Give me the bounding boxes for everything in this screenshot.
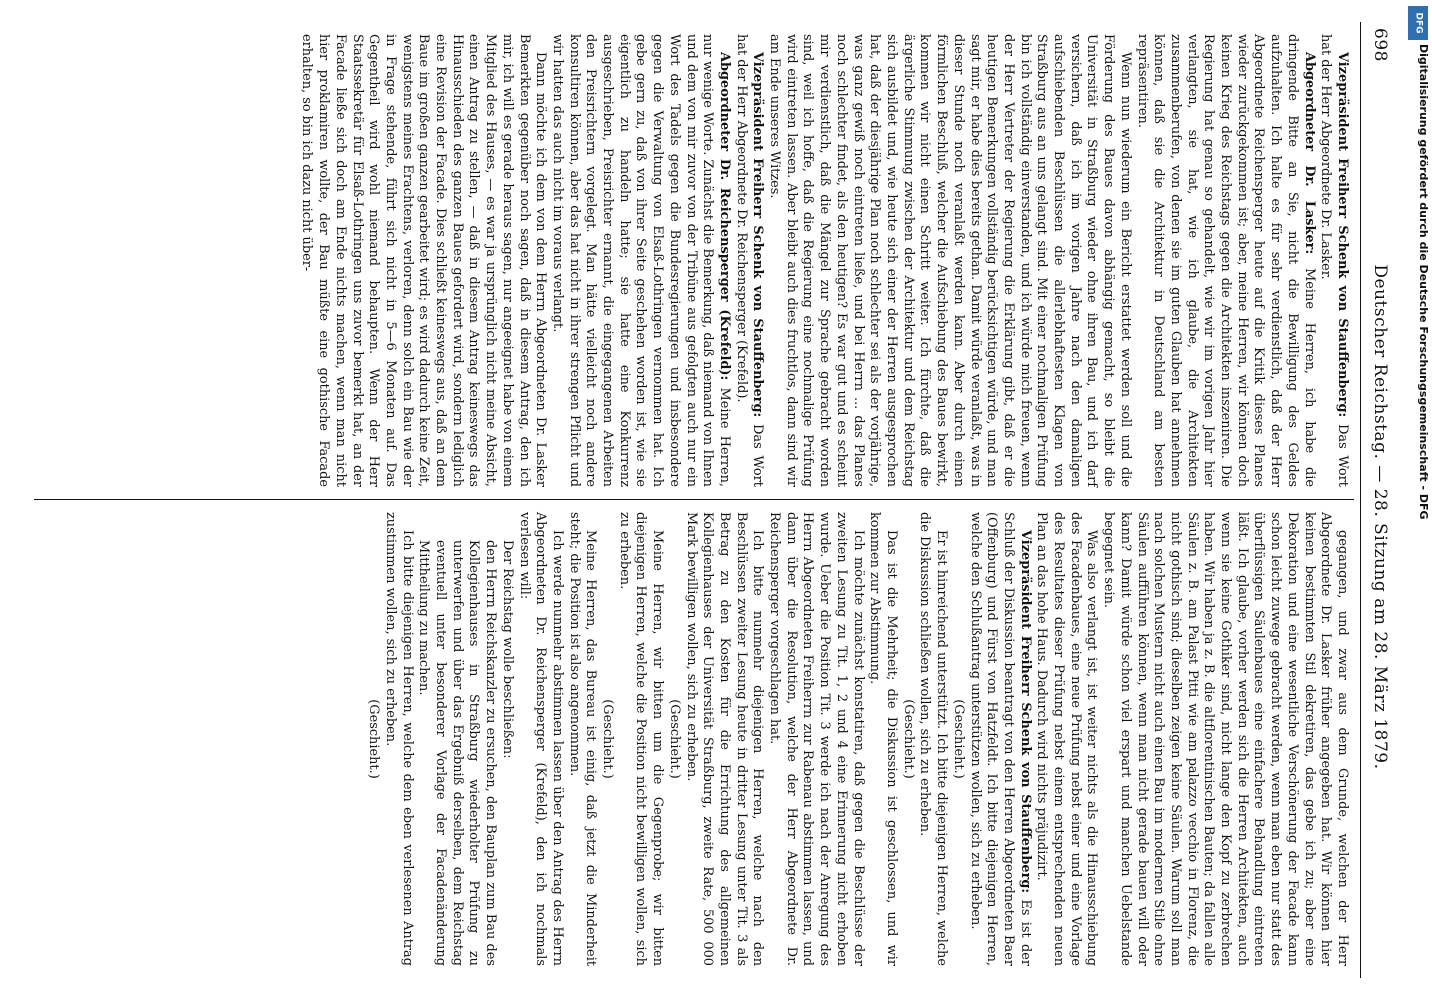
paragraph [765, 512, 865, 966]
paragraph-text: den Herrn Reichskanzler zu ersuchen, den Bauplan zum Bau des Kollegienhauses in Straßburg wiederholter Prüfung zu unterwerfen und über das Ergebniß derselben, dem Reichstag eventuell unter besonderer Vorlage der Facadenänderung Mittheilung zu machen. [416, 540, 499, 966]
paragraph-text: gegangen, und zwar aus dem Grunde, welchen der Herr Abgeordnete Dr. Lasker früher angegeben hat. Wir können hier keinen bestimmten Stil dekretiren, das gebe ich zu; aber eine Dekoration und eine wesentliche Verschönerung der Facade kann schon leicht zuwege gebracht werden, wenn man eben nur statt des überflüssigen Säulenbaues eine einfachere Behandlung eintreten läßt. Ich glaube, vorher werden sich die Herren Architekten, auch wenn sie keine Gothiker sind, nicht lange den Kopf zu zerbrechen haben. Wir haben ja z. B. die altflorentinischen Bauten; da fallen alle Säulen z. B. am Palast Pitti wie am palazzo vecchio in Florenz, die nicht gothisch sind; dieselben zeigen keine Säulen. Warum soll man nach solchen Mustern nicht auch einen Bau im modernen Stile ohne Säulen aufführen können, wenn man nicht gerade bauen will oder kann? Damit würde schon viel erspart und manchen Uebelstande begegnet sein. [1101, 512, 1350, 966]
speaker-name: Vizepräsident Freiherr Schenk von Stauffenberg: [750, 52, 766, 418]
paragraph [548, 34, 732, 487]
paragraph [899, 512, 916, 966]
speaker-name: Vizepräsident Freiherr Schenk von Stauffenberg: [1017, 530, 1033, 894]
paragraph [381, 512, 414, 966]
paragraph-text: Der Reichstag wolle beschließen: [499, 540, 515, 759]
paragraph-text: Meine Herren, ich habe die dringende Bitte an Sie, nicht die Bewilligung des Geldes aufzuhalten. Ich halte es für sehr verdienstlich, daß der Herr Abgeordnete Reichensperger heute auf die Kritik dieses Planes wieder zurückgekommen ist; aber, meine Herren, wir können doch keinen Krieg des Reichstags gegen die Architekten inszeniren. Die Regierung hat genau so gehandelt, wie wir im vorigen Jahr hier verlangten, sie hat, wie ich glaube, die Architekten zusammenberufen, von denen sie im guten Glauben hat annehmen können, daß sie die Architektur in Deutschland am besten repräsentiren. [1134, 34, 1317, 487]
dfg-logo: DFG [1408, 6, 1428, 40]
paragraph [1099, 512, 1350, 966]
paragraph-text: (Geschieht.) [950, 699, 966, 779]
paragraph-text: Dann möchte ich dem von dem Herrn Abgeordneten Dr. Lasker Bemerkten gegenüber noch sagen, daß in diesem Antrag, den ich mir, ich will es gerade heraus sagen, nur angeeignet habe von einem Mitglied des Hauses, — es war ja ursprünglich nicht meine Absicht, einen Antrag zu stellen, — daß in diesem Antrag keineswegs das Hinausschieden des ganzen Baues gefordert wird, sondern lediglich eine Revision der Facade. Dies schließt keineswegs aus, daß an dem Baue im großen ganzen gearbeitet wird; es wird dadurch keine Zeit, wenigstens meines Erachtens, verloren, denn solch ein Bau wie der in Frage stehende, führt sich nicht in 5—6 Monaten auf. Das Gegentheil wird wohl niemand behaupten. Wenn der Herr Staatssekretär für Elsaß-Lothringen uns zuvor bemerkt hat, an der Facade ließe sich doch am Ende nichts machen, wenn man nicht hier proklamiren wollte, der Bau müßte eine gothische Facade erhalten, so bin ich dazu nicht über- [299, 34, 549, 487]
paragraph [598, 512, 615, 966]
speaker-name: Abgeordneter Dr. Lasker: [1301, 52, 1317, 255]
paragraph-text: Ich möchte zunächst konstatiren, daß gegen die Beschlüsse der zweiten Lesung zu Tit. 1, 2 und 4 eine Erinnerung nicht erhoben wurde. Ueber die Position Tit. 3 werde ich nach der Anregung des Herrn Abgeordneten Freiherrn zur Rabenau abstimmen lassen, und dann über die Resolution, welche der Herr Abgeordnete Dr. Reichensperger vorgeschlagen hat. [767, 512, 866, 966]
speaker-name: Abgeordneter Dr. Reichensperger (Krefeld): [716, 52, 732, 381]
speaker-name: Vizepräsident Freiherr Schenk von Stauffenberg: [1335, 52, 1350, 418]
right-column [34, 500, 1354, 978]
paragraph-text: (Geschieht.) [366, 699, 382, 779]
paragraph-text: Das ist die Mehrheit; die Diskussion ist geschlossen, und wir kommen zur Abstimmung. [867, 512, 900, 966]
paragraph [765, 34, 1132, 487]
paragraph [916, 512, 949, 966]
paragraph [1133, 34, 1317, 487]
paragraph [565, 512, 598, 966]
paragraph [515, 512, 565, 966]
paragraph-text: Was also verlangt ist, ist weiter nichts als die Hinausschiebung des Facadenbaues, eine neue Prüfung nebst einer und eine Vorlage des Resultates dieser Prüfung nebst einem entsprechenden neuen Plan an das hohe Haus. Dadurch wird nichts präjudizirt. [1034, 512, 1100, 966]
paragraph-text: (Geschieht.) [600, 699, 616, 779]
paragraph-text: Es ist der Schluß der Diskussion beantragt von den Herren Abgeordneten Baer (Offenburg) und Fürst von Hatzfeldt. Ich bitte diejenigen Herren, welche den Schlußantrag unterstützen wollen, sich zu erheben. [967, 512, 1033, 966]
paragraph [365, 512, 382, 966]
page-header [1360, 22, 1390, 978]
paragraph-text: Ich bitte nunmehr diejenigen Herren, welche nach den Beschlüssen zweiter Lesung heute in dritter Lesung unter Tit. 3 als Betrag zu den Kosten für die Errichtung des allgemeinen Kollegienhauses der Universität Straßburg, zweite Rate, 500 000 Mark bewilligen wollen, sich zu erheben. [683, 512, 766, 966]
paragraph [949, 512, 966, 966]
paragraph-text: Das Wort hat der Herr Abgeordnete Dr. Lasker. [1318, 34, 1350, 487]
paragraph-text: Ich werde nunmehr abstimmen lassen über den Antrag des Herrn Abgeordneten Dr. Reichensperger (Krefeld), den ich nochmals verlesen will: [516, 512, 565, 966]
left-column [34, 22, 1354, 500]
paragraph-text: Er ist hinreichend unterstützt. Ich bitte diejenigen Herren, welche die Diskussion schließen wollen, sich zu erheben. [917, 512, 950, 966]
text-columns [34, 22, 1354, 978]
paragraph-text: Ich bitte diejenigen Herren, welche dem eben verlesenen Antrag zustimmen wollen, sich zu erheben. [382, 512, 415, 966]
paragraph-text: Meine Herren, nur wenige Worte. Zunächst die Bemerkung, daß niemand von Ihnen und dem von mir zuvor von der Tribüne aus gefolgten auch nur ein Wort des Tadels gegen die Bundesregierungen und insbesondere gegen die Verwaltung von Elsaß-Lothringen vernommen hat. Ich gebe gern zu, daß von ihrer Seite geschehen worden ist, wie sie eigentlich zu handeln hatte; sie hatte eine Konkurrenz ausgeschrieben, Preisrichter ernannt, die eingegangenen Arbeiten den Preisrichtern vorgelegt. Man hätte vielleicht noch andere konsultiren können, aber das hat nicht in ihrer strengen Pflicht und wir hatten das auch nicht im voraus verlangt. [549, 34, 732, 488]
paragraph [615, 512, 665, 966]
paragraph-text: Meine Herren, wir bitten um die Gegenprobe; wir bitten diejenigen Herren, welche die Position nicht bewilligen wollen, sich zu erheben. [616, 512, 666, 966]
paragraph [1033, 512, 1100, 966]
credit-text: Digitalisierung gefördert durch die Deutsche Forschungsgemeinschaft - DFG [1417, 44, 1430, 520]
paragraph [732, 34, 765, 487]
paragraph [682, 512, 766, 966]
paragraph [298, 34, 549, 487]
paragraph [866, 512, 899, 966]
paragraph-text: Das Wort hat der Herr Abgeordnete Dr. Reichensperger (Krefeld). [733, 34, 766, 487]
page-number: 698 [1370, 28, 1390, 62]
paragraph [1317, 34, 1350, 487]
digitization-credit [1404, 0, 1432, 1000]
paragraph [966, 512, 1033, 966]
paragraph-text: (Geschieht.) [666, 699, 682, 779]
paragraph-text: Meine Herren, das Bureau ist einig, daß jetzt die Minderheit steht; die Position ist also angenommen. [566, 512, 599, 966]
paragraph-text: Wenn nun wiederum ein Bericht erstattet werden soll und die Förderung des Baues davon abhängig gemacht, so bleibt die Universität in Straßburg wieder ohne ihren Bau, und ich darf versichern, daß ich im vorigen Jahre nach den damaligen aufschiebenden Beschlüssen die allerlebhaftesten Klagen von Straßburg aus an uns gelangt sind. Mit einer nochmaligen Prüfung bin ich vollständig einverstanden, und ich würde mich freuen, wenn der Herr Vertreter der Regierung die Erklärung gibt, daß er die heutigen Bemerkungen vollständig berücksichtigen würde, und man sagt mir, er habe dies bereits gethan. Damit würde veranlaßt, was in dieser Stunde noch veranlaßt werden kann. Aber durch einen förmlichen Beschluß, welcher die Aufschiebung des Baues bewirkt, kommen wir nicht einen Schritt weiter. Ich fürchte, daß die ärgerliche Stimmung zwischen der Architektur und dem Reichstag sich ausbildet und, wie heute sich einer der Herren ausgesprochen hat, daß der diesjährige Plan noch schlechter sei als der vorjährige, was ganz gewiß noch eintreten ließe, und bei Herrn ... das Planes noch schlechter findet, als den heutigen? Es war gut und es scheint mir verdienstlich, daß die Mängel zur Sprache gebracht worden sind, weil ich hoffe, daß die Regierung eine nochmalige Prüfung wird eintreten lassen. Aber bleibt auch dies fruchtlos, dann sind wir am Ende unseres Witzes. [767, 34, 1133, 487]
paragraph-text: (Geschieht.) [900, 699, 916, 779]
running-title: Deutscher Reichstag. — 28. Sitzung am 28. März 1879. [1370, 264, 1390, 770]
paragraph [415, 512, 499, 966]
paragraph [665, 512, 682, 966]
paragraph [498, 512, 515, 966]
